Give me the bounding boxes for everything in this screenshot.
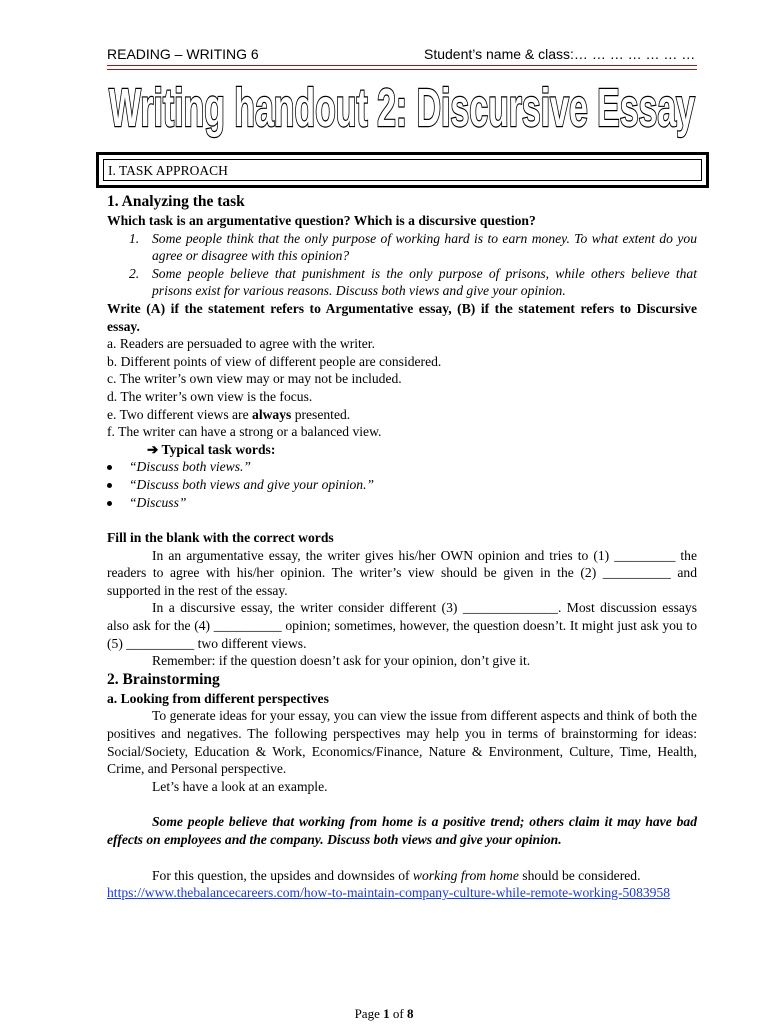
statement-c: c. The writer’s own view may or may not be included. [107, 371, 402, 387]
example-intro: Let’s have a look at an example. [152, 778, 328, 794]
task-question: Which task is an argumentative question? Which is a discursive question? [107, 213, 536, 228]
page-header [107, 46, 697, 64]
fill-paragraph-2: In a discursive essay, the writer consider different (3) ______________. Most discussion essays also ask for the (4) __________ opinion; sometimes, however, the question doesn’t. It might just ask you to (5) __________ two different views. [107, 600, 697, 651]
page-footer: Page 1 of 8 [354, 1006, 414, 1021]
bullet-icon [107, 465, 112, 470]
course-name: READING – WRITING 6 [107, 46, 259, 62]
title-text: Writing handout 2: Discursive Essay [109, 78, 695, 138]
list-item: “Discuss both views and give your opinion.” [107, 476, 697, 494]
typical-words-heading: ➔ Typical task words: [147, 441, 276, 457]
typical-words-list [107, 458, 697, 511]
page-title [104, 72, 700, 150]
bullet-icon [107, 483, 112, 488]
task-list [107, 230, 697, 300]
instruction-text: Write (A) if the statement refers to Argumentative essay, (B) if the statement refers to Discursive essay. [107, 300, 697, 334]
current-page-number: 1 [383, 1006, 390, 1021]
statement-e: e. Two different views are always presented. [107, 406, 351, 422]
section-box [96, 152, 709, 188]
section-heading-brainstorming: 2. Brainstorming [107, 670, 220, 688]
brainstorm-paragraph: To generate ideas for your essay, you can view the issue from different aspects and think of both the positives and negatives. The following perspectives may help you in terms of brainstorming for ideas: Social/Society, Education & Work, Economics/Finance, Nature & Environment, Culture, Time, Health, Crime, and Personal perspective. [107, 708, 697, 777]
arrow-icon: ➔ [147, 441, 159, 457]
statement-a: a. Readers are persuaded to agree with the writer. [107, 336, 375, 352]
link-line [107, 884, 697, 902]
header-rule-double [107, 69, 697, 70]
statement-d: d. The writer’s own view is the focus. [107, 388, 313, 404]
example-question: Some people believe that working from home is a positive trend; others claim it may have bad effects on employees and the company. Discuss both views and give your opinion. [107, 814, 697, 847]
subsection-heading: a. Looking from different perspectives [107, 690, 329, 706]
consider-text: For this question, the upsides and downsides of working from home should be considered. [152, 867, 641, 883]
student-name-field: Student’s name & class:… … … … … … … [424, 46, 696, 62]
section-box-label: I. TASK APPROACH [103, 159, 702, 181]
statement-b: b. Different points of view of different people are considered. [107, 353, 442, 369]
main-content [107, 192, 697, 902]
list-item: “Discuss” [107, 494, 697, 512]
bullet-icon [107, 501, 112, 506]
list-item: “Discuss both views.” [107, 458, 697, 476]
reference-link[interactable]: https://www.thebalancecareers.com/how-to-maintain-company-culture-while-remote-working-5083958 [107, 885, 671, 901]
statement-f: f. The writer can have a strong or a balanced view. [107, 424, 382, 440]
list-item: 2. Some people believe that punishment is the only purpose of prisons, while others believe that prisons exist for various reasons. Discuss both views and give your opinion. [129, 265, 697, 299]
total-pages: 8 [406, 1006, 414, 1021]
fill-blank-heading: Fill in the blank with the correct words [107, 530, 334, 546]
list-item: 1. Some people think that the only purpose of working hard is to earn money. To what extent do you agree or disagree with this opinion? [129, 230, 697, 264]
section-heading-analyzing: 1. Analyzing the task [107, 193, 245, 210]
fill-paragraph-1: In an argumentative essay, the writer gives his/her OWN opinion and tries to (1) _________ the readers to agree with his/her opinion. The writer’s view should be given in the (2) __________ and supported in the rest of the essay. [107, 547, 697, 598]
header-rule [107, 65, 697, 66]
fill-paragraph-3: Remember: if the question doesn’t ask for your opinion, don’t give it. [152, 653, 531, 669]
